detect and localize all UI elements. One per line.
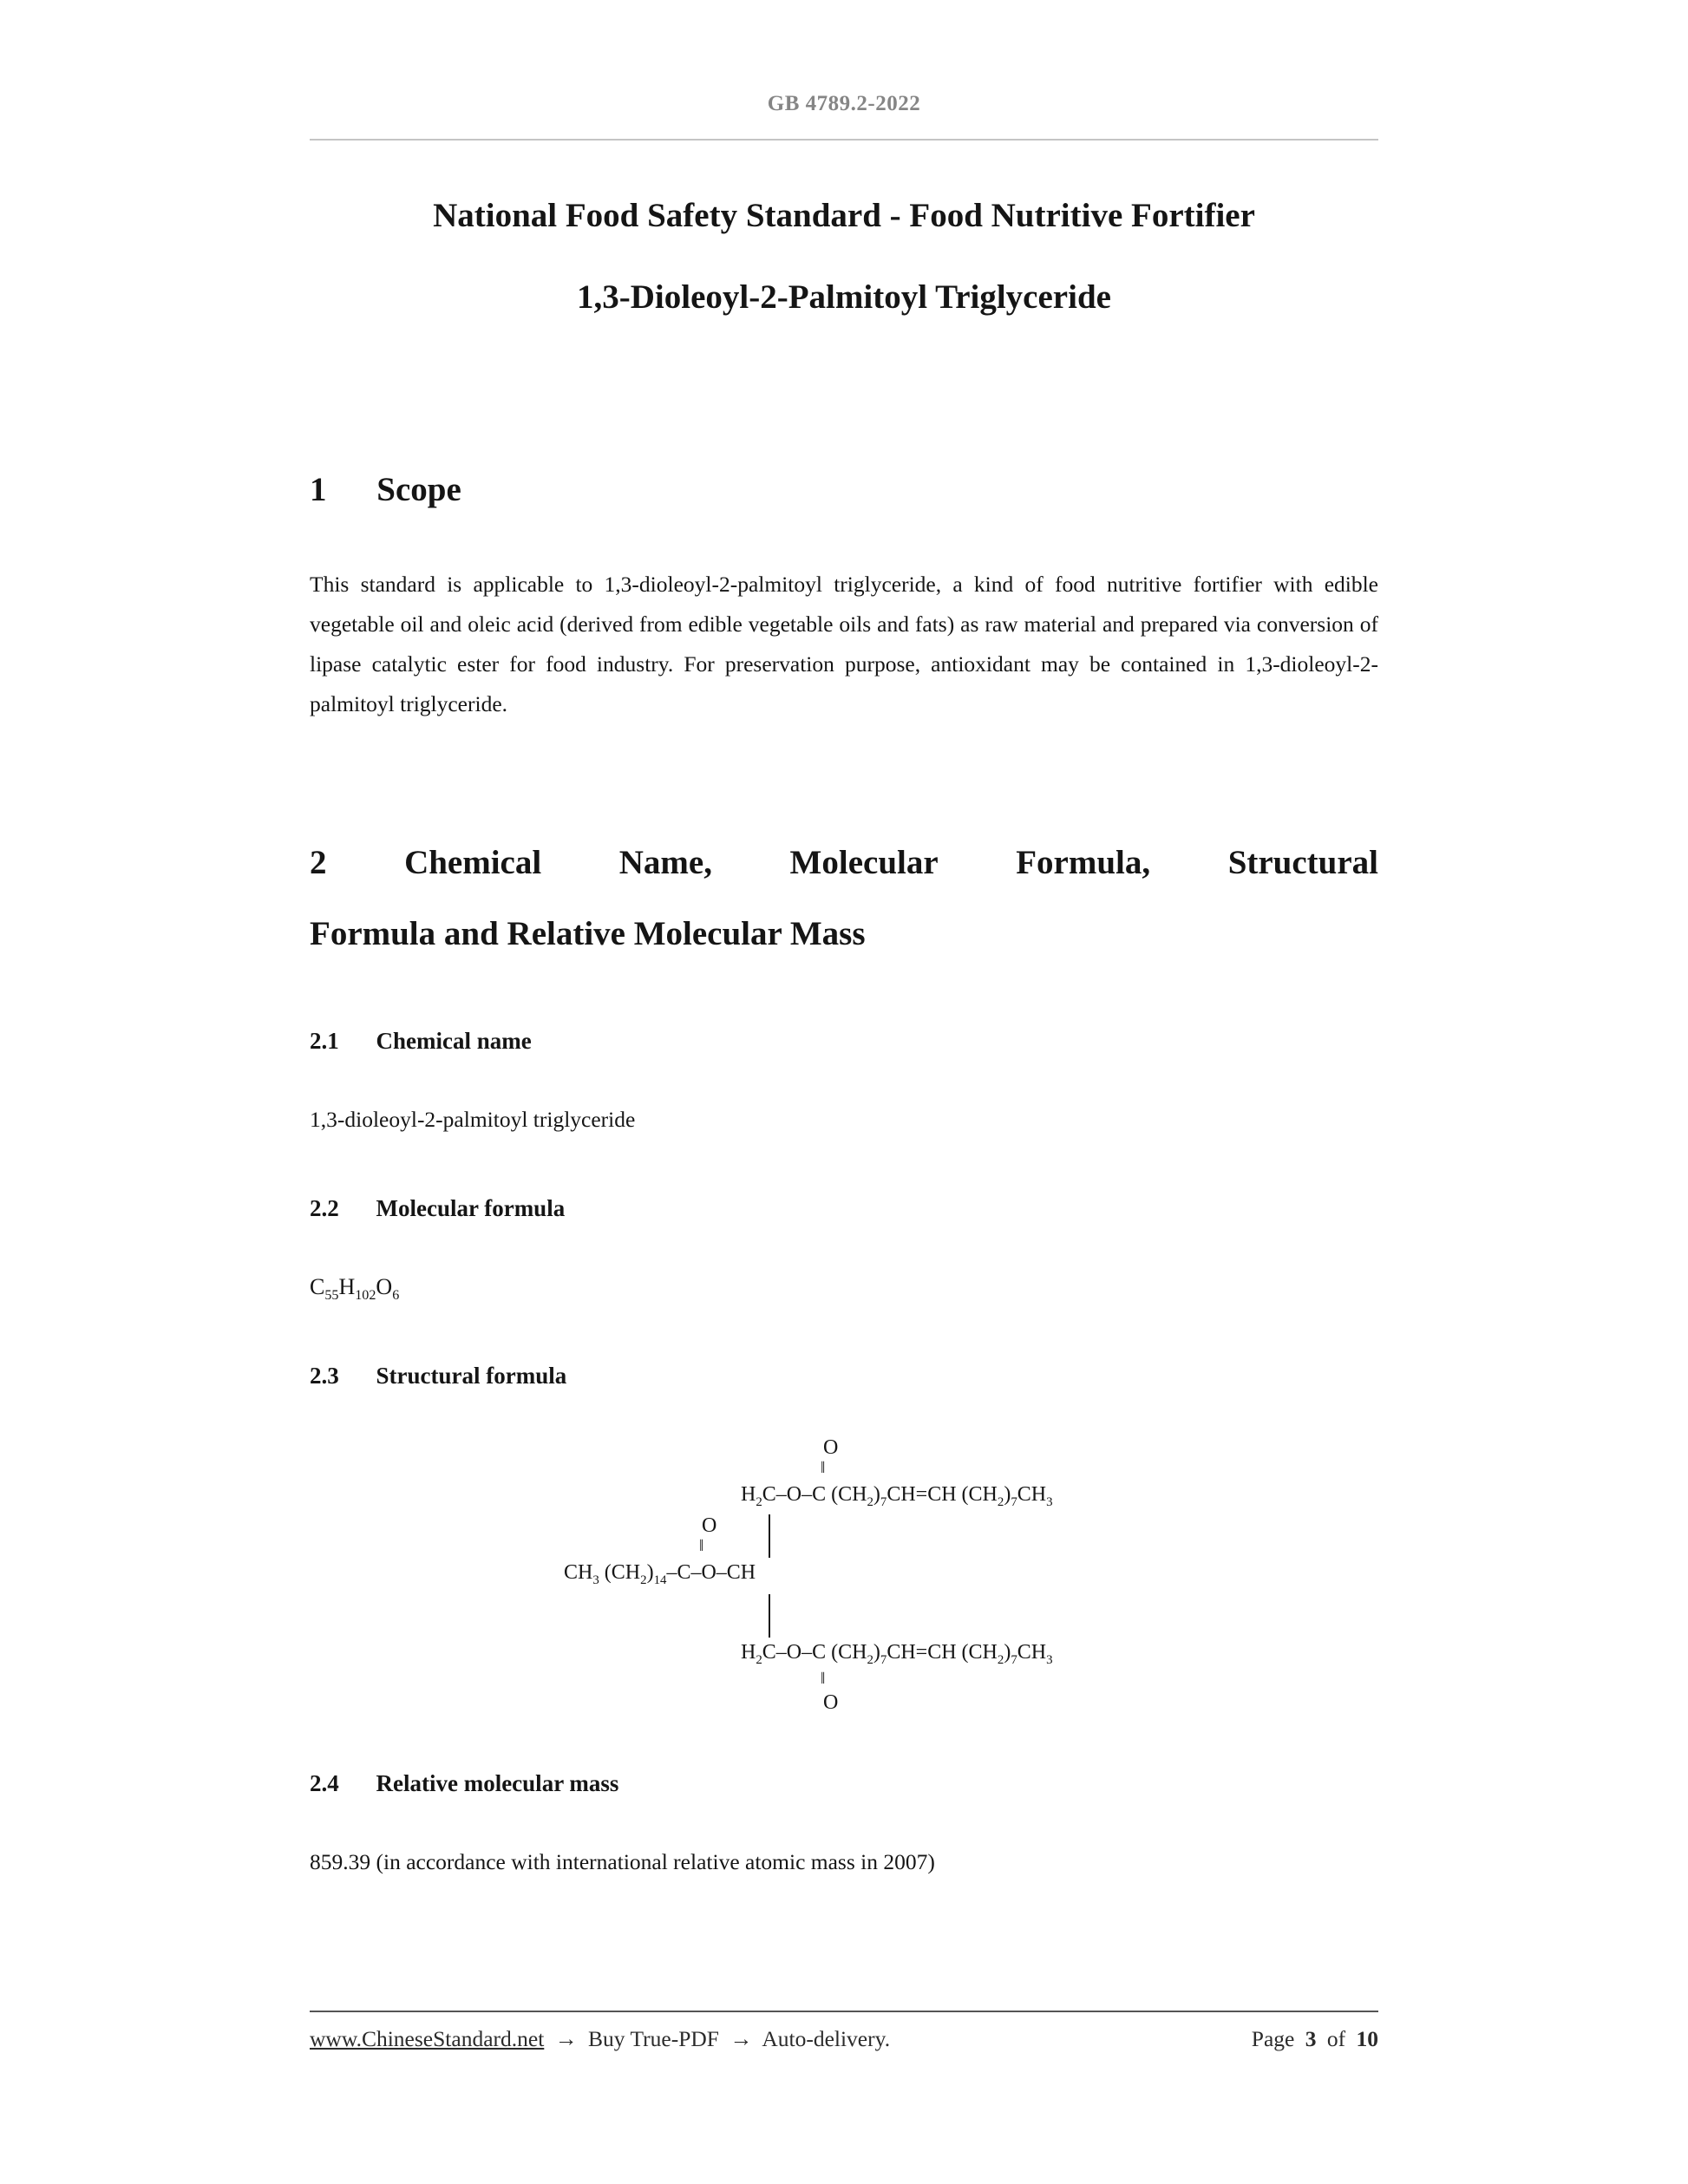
subsection-2-1-number: 2.1	[310, 1028, 339, 1055]
heading-word: Molecular	[789, 843, 939, 881]
section-2-heading-line2: Formula and Relative Molecular Mass	[310, 915, 866, 953]
document-title-line2: 1,3-Dioleoyl-2-Palmitoyl Triglyceride	[577, 278, 1111, 316]
structural-formula-diagram	[310, 1436, 1378, 1727]
subsection-2-2-title: Molecular formula	[376, 1195, 566, 1222]
subsection-2-2-heading	[310, 1193, 1378, 1224]
single-bond-vertical-top	[769, 1514, 770, 1558]
section-1-heading	[310, 468, 1378, 513]
subsection-2-1-heading	[310, 1026, 1378, 1056]
footer-delivery-text: Auto-delivery.	[762, 2026, 891, 2051]
single-bond-vertical-bottom	[769, 1594, 770, 1638]
heading-word: Structural	[1227, 843, 1378, 881]
page-footer	[310, 2011, 1378, 2052]
double-bond-icon: ‖	[821, 1459, 826, 1478]
oxygen-atom-top: O	[823, 1436, 839, 1460]
palmitoyl-chain-middle: $CH_3$ $(CH_2)_{14}-C-O-CH$	[564, 1561, 756, 1588]
header-divider	[310, 139, 1378, 141]
arrow-right-icon: →	[730, 2026, 753, 2051]
page-indicator	[1246, 2026, 1378, 2052]
arrow-right-icon: →	[554, 2026, 578, 2051]
oleoyl-chain-bottom: $H_2C-O-C$ $(CH_2)_7CH=CH$ $(CH_2)_7CH_3$	[741, 1641, 1053, 1668]
page-of-label: of	[1326, 2026, 1346, 2051]
molecular-mass-text: 859.39 (in accordance with international relative atomic mass in 2007)	[310, 1849, 935, 1875]
oleoyl-chain-top: $H_2C-O-C$ $(CH_2)_7CH=CH$ $(CH_2)_7CH_3$	[741, 1483, 1053, 1510]
document-title	[310, 175, 1378, 338]
page-label: Page	[1251, 2026, 1295, 2051]
subsection-2-4-title: Relative molecular mass	[376, 1770, 619, 1797]
subsection-2-1-title: Chemical name	[376, 1028, 532, 1055]
subsection-2-3-heading	[310, 1361, 1378, 1391]
section-1-number: 1	[310, 471, 327, 508]
page-number: 3	[1305, 2026, 1317, 2051]
oxygen-atom-bottom: O	[823, 1691, 839, 1715]
footer-buy-text: Buy True-PDF	[588, 2026, 719, 2051]
scope-paragraph: This standard is applicable to 1,3-dioleoyl-2-palmitoyl triglyceride, a kind of food nutritive fortifier with edible vegetable oil and oleic acid (derived from edible vegetable oils and fats) as raw material and prepared via conversion of lipase catalytic ester for food industry. For preservation purpose, antioxidant may be contained in 1,3-dioleoyl-2-palmitoyl triglyceride.	[310, 571, 1378, 716]
double-bond-icon: ‖	[699, 1537, 704, 1556]
heading-word: Chemical	[404, 843, 542, 881]
subsection-2-3-number: 2.3	[310, 1363, 339, 1390]
section-2-heading-line1	[310, 841, 1378, 886]
section-1-title: Scope	[376, 471, 461, 508]
footer-link[interactable]: www.ChineseStandard.net	[310, 2026, 545, 2051]
chemical-name-text: 1,3-dioleoyl-2-palmitoyl triglyceride	[310, 1107, 636, 1133]
subsection-2-3-title: Structural formula	[376, 1363, 567, 1390]
heading-word: Name,	[618, 843, 712, 881]
document-title-line1: National Food Safety Standard - Food Nutritive Fortifier	[433, 197, 1255, 234]
double-bond-icon: ‖	[821, 1670, 826, 1689]
oxygen-atom-middle: O	[702, 1514, 717, 1538]
subsection-2-2-number: 2.2	[310, 1195, 339, 1222]
molecular-formula-text: $C_{55}H_{102}O_6$	[310, 1274, 400, 1304]
page-total-number: 10	[1356, 2026, 1378, 2051]
document-code: GB 4789.2-2022	[767, 92, 921, 115]
heading-word: Formula,	[1016, 843, 1151, 881]
heading-word: 2	[310, 843, 327, 881]
subsection-2-4-number: 2.4	[310, 1770, 339, 1797]
document-content	[310, 0, 1378, 1882]
subsection-2-4-heading	[310, 1769, 1378, 1799]
section-2-heading	[310, 841, 1378, 957]
footer-source-line	[310, 2026, 895, 2052]
